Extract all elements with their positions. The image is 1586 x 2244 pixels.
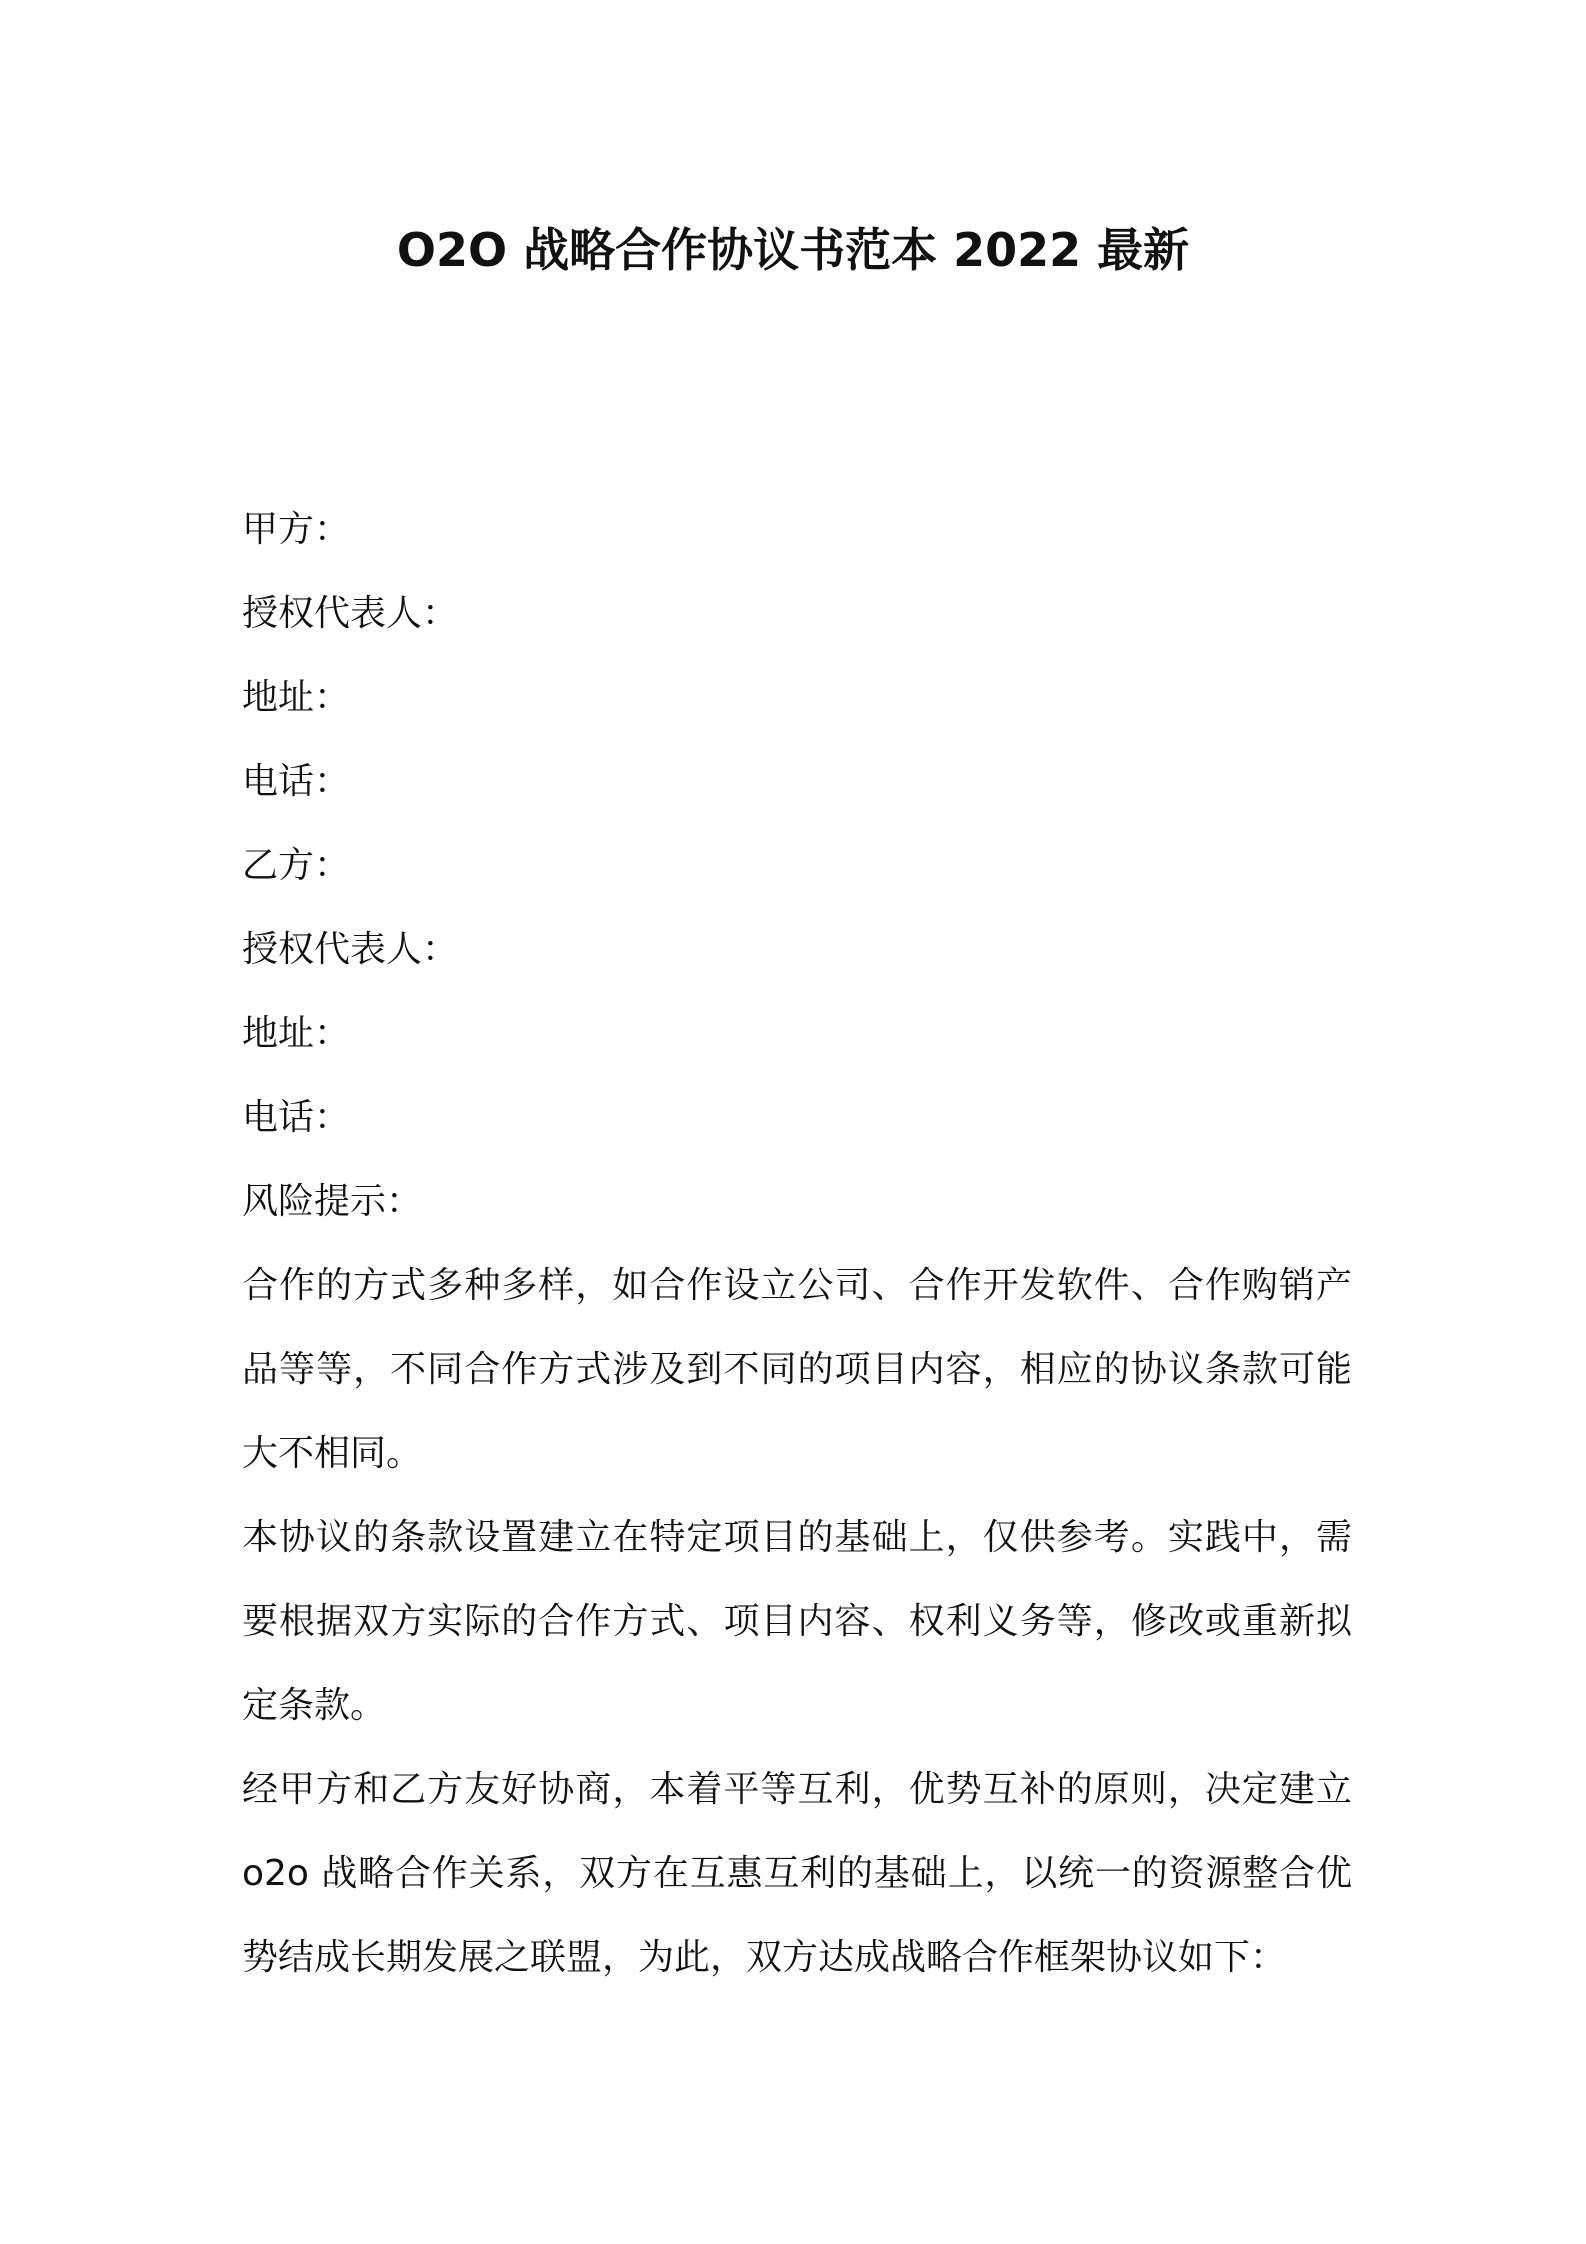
body-paragraph: 经甲方和乙方友好协商，本着平等互利，优势互补的原则，决定建立 o2o 战略合作关系，双方在互惠互利的基础上，以统一的资源整合优势结成长期发展之联盟，为此，双方达成战略合作框架协议如下： [242,1769,1352,1978]
party-b-name-label: 乙方： [242,845,351,886]
document-title: O2O 战略合作协议书范本 2022 最新 [396,223,1190,277]
body-paragraph: 合作的方式多种多样，如合作设立公司、合作开发软件、合作购销产品等等，不同合作方式涉及到不同的项目内容，相应的协议条款可能大不相同。 [242,1265,1352,1474]
party-b-phone-label: 电话： [242,1097,351,1138]
party-a-name-label: 甲方： [242,509,351,550]
party-a-representative-label: 授权代表人： [242,593,459,634]
party-a-phone-label: 电话： [242,761,351,802]
party-a-address-label: 地址： [242,677,351,718]
risk-notice-heading: 风险提示： [242,1181,423,1222]
party-b-address-label: 地址： [242,1013,351,1054]
document-body [242,488,1352,2000]
party-b-representative-label: 授权代表人： [242,929,459,970]
body-paragraph: 本协议的条款设置建立在特定项目的基础上，仅供参考。实践中，需要根据双方实际的合作方式、项目内容、权利义务等，修改或重新拟定条款。 [242,1517,1352,1726]
